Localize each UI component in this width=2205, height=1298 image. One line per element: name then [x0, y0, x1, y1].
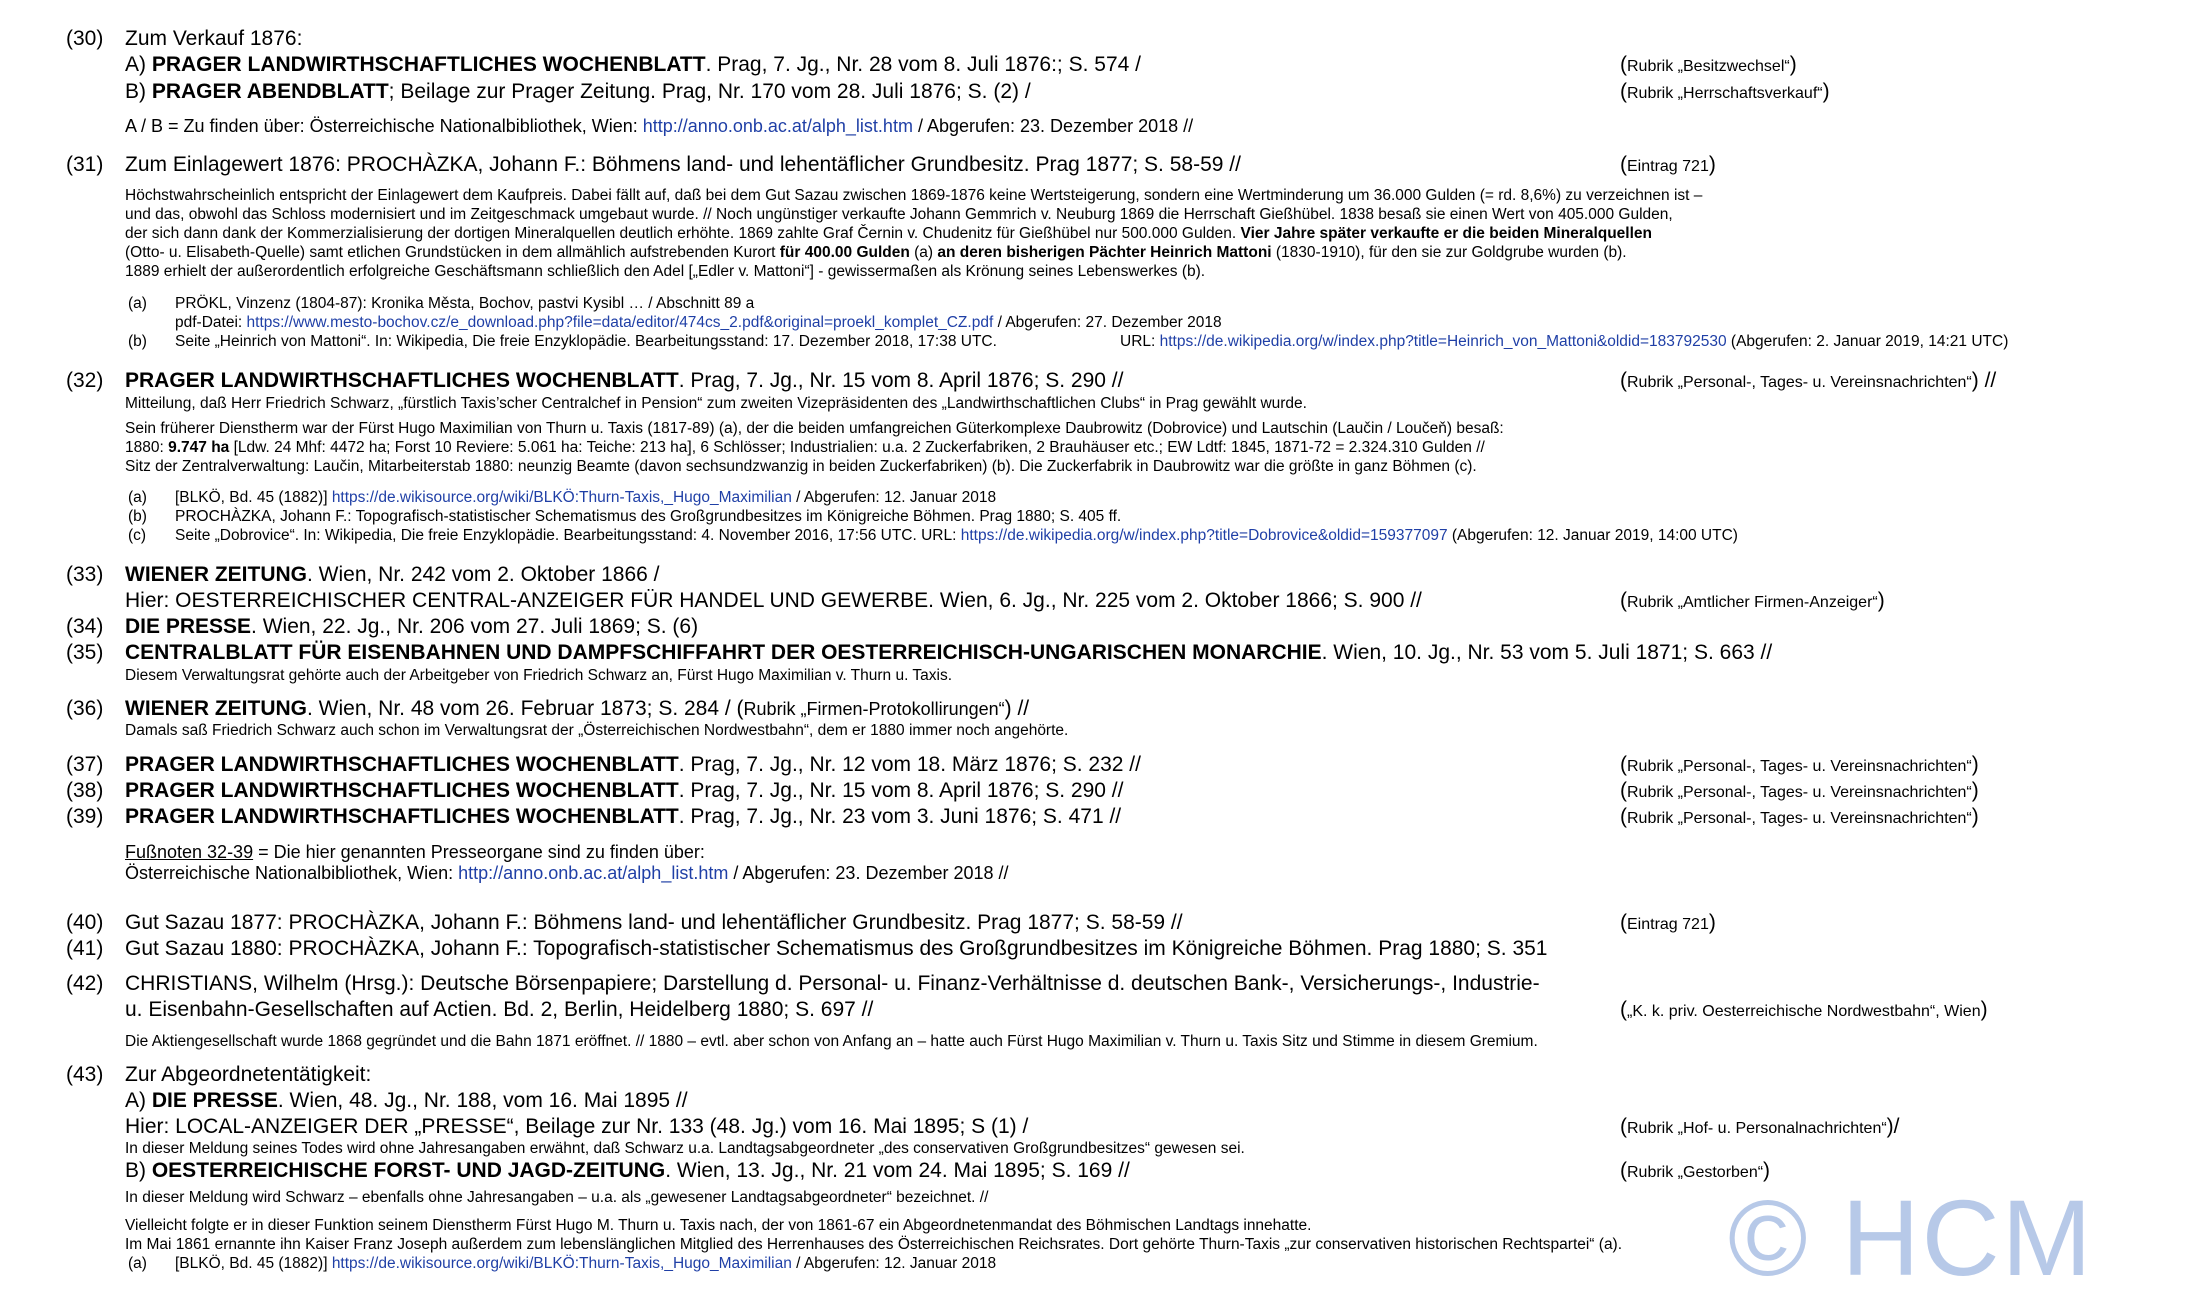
note-32-rubrik: (Rubrik „Personal-, Tages- u. Vereinsnachrichten“) // — [1620, 369, 1997, 392]
note-32-para-1: Sein früherer Dienstherm war der Fürst Hugo Maximilian von Thurn u. Taxis (1817-89) (a), der die beiden umfangreichen Güterkomplexe Daubrowitz (Dobrovice) und Lautschin (Laučin / Loučeň) besaß: — [125, 420, 1504, 437]
note-42-line-2: u. Eisenbahn-Gesellschaften auf Actien. Bd. 2, Berlin, Heidelberg 1880; S. 697 // — [125, 998, 874, 1021]
note-40-text: Gut Sazau 1877: PROCHÀZKA, Johann F.: Böhmens land- und lehentäflicher Grundbesitz. Prag 1877; S. 58-59 // — [125, 911, 1183, 934]
note-38-rubrik: (Rubrik „Personal-, Tages- u. Vereinsnachrichten“) — [1620, 779, 1979, 802]
footnotes-32-39-source: Österreichische Nationalbibliothek, Wien: http://anno.onb.ac.at/alph_list.htm / Abgerufen: 23. Dezember 2018 // — [125, 863, 1009, 883]
onb-link-32-39[interactable]: http://anno.onb.ac.at/alph_list.htm — [458, 863, 729, 883]
note-39-source: PRAGER LANDWIRTHSCHAFTLICHES WOCHENBLATT. Prag, 7. Jg., Nr. 23 vom 3. Juni 1876; S. 471 // — [125, 805, 1122, 828]
bochov-pdf-link[interactable]: https://www.mesto-bochov.cz/e_download.php?file=data/editor/474cs_2.pdf&original=proekl_komplet_CZ.pdf — [246, 314, 994, 331]
note-number-37: (37) — [66, 753, 104, 776]
note-number-43: (43) — [66, 1063, 104, 1086]
note-30-availability: A / B = Zu finden über: Österreichische Nationalbibliothek, Wien: http://anno.onb.ac.at/alph_list.htm / Abgerufen: 23. Dezember 2018 // — [125, 116, 1194, 136]
note-32-footnote-c: Seite „Dobrovice“. In: Wikipedia, Die freie Enzyklopädie. Bearbeitungsstand: 4. November 2016, 17:56 UTC. URL: https://de.wikipedia.org/w/index.php?title=Dobrovice&oldid=159377097 (Abgerufen: 12. Januar 2019, 14:00 UTC) — [175, 527, 1738, 544]
dobrovice-wiki-link[interactable]: https://de.wikipedia.org/w/index.php?title=Dobrovice&oldid=159377097 — [960, 527, 1448, 544]
footnote-tag-a: (a) — [128, 489, 147, 506]
blkoe-wikisource-link-43[interactable]: https://de.wikisource.org/wiki/BLKÖ:Thurn-Taxis,_Hugo_Maximilian — [331, 1255, 792, 1272]
note-43-hier: Hier: LOCAL-ANZEIGER DER „PRESSE“, Beilage zur Nr. 133 (48. Jg.) vom 16. Mai 1895; S (1) / — [125, 1115, 1029, 1138]
note-36-summary: Damals saß Friedrich Schwarz auch schon im Verwaltungsrat der „Österreichischen Nordwestbahn“, dem er 1880 immer noch angehörte. — [125, 722, 1069, 739]
footnote-tag-a: (a) — [128, 295, 147, 312]
note-31-footnote-a: PRÖKL, Vinzenz (1804-87): Kronika Města, Bochov, pastvi Kysibl … / Abschnitt 89 a — [175, 295, 755, 312]
note-number-32: (32) — [66, 369, 104, 392]
note-43-source-b: B) OESTERREICHISCHE FORST- UND JAGD-ZEITUNG. Wien, 13. Jg., Nr. 21 vom 24. Mai 1895; S. 169 // — [125, 1159, 1130, 1182]
footnote-tag-a: (a) — [128, 1255, 147, 1272]
note-31-para-2: und das, obwohl das Schloss modernisiert und im Zeitgeschmack umgebaut wurde. // Noch ungünstiger verkaufte Johann Gemmrich v. Neuburg 1869 die Herrschaft Gießhübel. 1838 besaß sie einen Wert von 405.000 Gulden, — [125, 206, 1673, 223]
note-number-39: (39) — [66, 805, 104, 828]
footnote-tag-b: (b) — [128, 508, 147, 525]
note-41-text: Gut Sazau 1880: PROCHÀZKA, Johann F.: Topografisch-statistischer Schematismus des Großgrundbesitzes im Königreiche Böhmen. Prag 1880; S. 351 — [125, 937, 1548, 960]
note-36-source: WIENER ZEITUNG. Wien, Nr. 48 vom 26. Februar 1873; S. 284 / (Rubrik „Firmen-Protokollirungen“) // — [125, 697, 1030, 720]
note-35-source: CENTRALBLATT FÜR EISENBAHNEN UND DAMPFSCHIFFAHRT DER OESTERREICHISCH-UNGARISCHEN MONARCHIE. Wien, 10. Jg., Nr. 53 vom 5. Juli 1871; S. 663 // — [125, 641, 1773, 664]
note-40-rubrik: (Eintrag 721) — [1620, 911, 1716, 934]
note-43-footnote-a: [BLKÖ, Bd. 45 (1882)] https://de.wikisource.org/wiki/BLKÖ:Thurn-Taxis,_Hugo_Maximilian / Abgerufen: 12. Januar 2018 — [175, 1255, 997, 1272]
note-number-31: (31) — [66, 153, 104, 176]
note-42-rubrik: („K. k. priv. Oesterreichische Nordwestbahn“, Wien) — [1620, 998, 1988, 1021]
note-43-rubrik-a: (Rubrik „Hof- u. Personalnachrichten“)/ — [1620, 1115, 1900, 1138]
hcm-copyright-watermark: © HCM — [1728, 1177, 2094, 1298]
note-42-line-1: CHRISTIANS, Wilhelm (Hrsg.): Deutsche Börsenpapiere; Darstellung d. Personal- u. Finanz-Verhältnisse d. deutschen Bank-, Versicherungs-, Industrie- — [125, 972, 1540, 995]
note-number-33: (33) — [66, 563, 104, 586]
note-34-source: DIE PRESSE. Wien, 22. Jg., Nr. 206 vom 27. Juli 1869; S. (6) — [125, 615, 699, 638]
note-number-30: (30) — [66, 27, 104, 50]
note-31-footnote-b: Seite „Heinrich von Mattoni“. In: Wikipedia, Die freie Enzyklopädie. Bearbeitungsstand: 17. Dezember 2018, 17:38 UTC. — [175, 333, 997, 350]
footnotes-32-39-label: Fußnoten 32-39 = Die hier genannten Presseorgane sind zu finden über: — [125, 842, 705, 862]
note-number-41: (41) — [66, 937, 104, 960]
note-30-source-b: B) PRAGER ABENDBLATT; Beilage zur Prager Zeitung. Prag, Nr. 170 vom 28. Juli 1876; S. (2) / — [125, 80, 1031, 103]
note-31-footnote-b-url: URL: https://de.wikipedia.org/w/index.php?title=Heinrich_von_Mattoni&oldid=183792530 (Abgerufen: 2. Januar 2019, 14:21 UTC) — [1120, 333, 2009, 350]
note-30-rubrik-b: (Rubrik „Herrschaftsverkauf“) — [1620, 80, 1830, 103]
note-number-36: (36) — [66, 697, 104, 720]
blkoe-wikisource-link-32[interactable]: https://de.wikisource.org/wiki/BLKÖ:Thurn-Taxis,_Hugo_Maximilian — [331, 489, 792, 506]
note-31-para-3: der sich dann dank der Kommerzialisierung der dortigen Mineralquellen deutlich erhöhte. 1869 zahlte Graf Černin v. Chudenitz für Gießhübel nur 500.000 Gulden. Vier Jahre später verkaufte er die beiden Mineralquellen — [125, 225, 1653, 242]
footnote-tag-c: (c) — [128, 527, 147, 544]
note-33-hier: Hier: OESTERREICHISCHER CENTRAL-ANZEIGER FÜR HANDEL UND GEWERBE. Wien, 6. Jg., Nr. 225 vom 2. Oktober 1866; S. 900 // — [125, 589, 1422, 612]
footnote-tag-b: (b) — [128, 333, 147, 350]
note-31-para-1: Höchstwahrscheinlich entspricht der Einlagewert dem Kaufpreis. Dabei fällt auf, daß bei dem Gut Sazau zwischen 1869-1876 keine Wertsteigerung, sondern eine Wertminderung um 36.000 Gulden (= rd. 8,6%) zu verzeichnen ist – — [125, 187, 1703, 204]
note-37-rubrik: (Rubrik „Personal-, Tages- u. Vereinsnachrichten“) — [1620, 753, 1979, 776]
note-43-summary-1: In dieser Meldung seines Todes wird ohne Jahresangaben erwähnt, daß Schwarz u.a. Landtagsabgeordneter „des conservativen Großgrundbesitzes“ gewesen sei. — [125, 1140, 1245, 1157]
note-43-para-1: Vielleicht folgte er in dieser Funktion seinem Dienstherm Fürst Hugo M. Thurn u. Taxis nach, der von 1861-67 ein Abgeordnetenmandat des Böhmischen Landtags innehatte. — [125, 1217, 1312, 1234]
note-38-source: PRAGER LANDWIRTHSCHAFTLICHES WOCHENBLATT. Prag, 7. Jg., Nr. 15 vom 8. April 1876; S. 290 // — [125, 779, 1124, 802]
note-number-34: (34) — [66, 615, 104, 638]
note-43-title: Zur Abgeordnetentätigkeit: — [125, 1063, 372, 1086]
note-31-rubrik: (Eintrag 721) — [1620, 153, 1716, 176]
note-43-para-2: Im Mai 1861 ernannte ihn Kaiser Franz Joseph außerdem zum lebenslänglichen Mitglied des Herrenhauses des Österreichischen Reichsrates. Dort gehörte Thurn-Taxis „zur conservativen historischen Rechtspartei“ (a). — [125, 1236, 1623, 1253]
note-37-source: PRAGER LANDWIRTHSCHAFTLICHES WOCHENBLATT. Prag, 7. Jg., Nr. 12 vom 18. März 1876; S. 232 // — [125, 753, 1141, 776]
note-43-source-a: A) DIE PRESSE. Wien, 48. Jg., Nr. 188, vom 16. Mai 1895 // — [125, 1089, 688, 1112]
onb-link-30[interactable]: http://anno.onb.ac.at/alph_list.htm — [642, 116, 913, 136]
note-30-title: Zum Verkauf 1876: — [125, 27, 303, 50]
note-number-35: (35) — [66, 641, 104, 664]
note-31-title: Zum Einlagewert 1876: PROCHÀZKA, Johann F.: Böhmens land- und lehentäflicher Grundbesitz. Prag 1877; S. 58-59 // — [125, 153, 1241, 176]
note-32-footnote-a: [BLKÖ, Bd. 45 (1882)] https://de.wikisource.org/wiki/BLKÖ:Thurn-Taxis,_Hugo_Maximilian / Abgerufen: 12. Januar 2018 — [175, 489, 997, 506]
note-number-42: (42) — [66, 972, 104, 995]
note-30-rubrik-a: (Rubrik „Besitzwechsel“) — [1620, 53, 1797, 76]
note-32-footnote-b: PROCHÀZKA, Johann F.: Topografisch-statistischer Schematismus des Großgrundbesitzes im Königreiche Böhmen. Prag 1880; S. 405 ff. — [175, 508, 1122, 525]
note-32-para-2: 1880: 9.747 ha [Ldw. 24 Mhf: 4472 ha; Forst 10 Reviere: 5.061 ha: Teiche: 213 ha], 6 Schlösser; Industrialien: u.a. 2 Zuckerfabriken, 2 Brauhäuser etc.; EW Ldtf: 1845, 1871-72 = 2.324.310 Gulden // — [125, 439, 1485, 456]
note-33-rubrik: (Rubrik „Amtlicher Firmen-Anzeiger“) — [1620, 589, 1885, 612]
note-35-summary: Diesem Verwaltungsrat gehörte auch der Arbeitgeber von Friedrich Schwarz an, Fürst Hugo Maximilian v. Thurn u. Taxis. — [125, 667, 953, 684]
note-39-rubrik: (Rubrik „Personal-, Tages- u. Vereinsnachrichten“) — [1620, 805, 1979, 828]
note-number-38: (38) — [66, 779, 104, 802]
mattoni-wiki-link[interactable]: https://de.wikipedia.org/w/index.php?title=Heinrich_von_Mattoni&oldid=183792530 — [1159, 333, 1727, 350]
note-32-source: PRAGER LANDWIRTHSCHAFTLICHES WOCHENBLATT. Prag, 7. Jg., Nr. 15 vom 8. April 1876; S. 290 // — [125, 369, 1124, 392]
note-31-para-5: 1889 erhielt der außerordentlich erfolgreiche Geschäftsmann schließlich den Adel [„Edler v. Mattoni“] - gewissermaßen als Krönung seines Lebenswerkes (b). — [125, 263, 1206, 280]
note-42-summary: Die Aktiengesellschaft wurde 1868 gegründet und die Bahn 1871 eröffnet. // 1880 – evtl. aber schon von Anfang an – hatte auch Fürst Hugo Maximilian v. Thurn u. Taxis Sitz und Stimme in diesem Gremium. — [125, 1033, 1538, 1050]
note-30-source-a: A) PRAGER LANDWIRTHSCHAFTLICHES WOCHENBLATT. Prag, 7. Jg., Nr. 28 vom 8. Juli 1876:; S. 574 / — [125, 53, 1141, 76]
note-33-source: WIENER ZEITUNG. Wien, Nr. 242 vom 2. Oktober 1866 / — [125, 563, 660, 586]
note-number-40: (40) — [66, 911, 104, 934]
note-31-para-4: (Otto- u. Elisabeth-Quelle) samt etlichen Grundstücken in dem allmählich aufstrebenden Kurort für 400.00 Gulden (a) an deren bisherigen Pächter Heinrich Mattoni (1830-1910), für den sie zur Goldgrube wurden (b). — [125, 244, 1627, 261]
note-43-summary-2: In dieser Meldung wird Schwarz – ebenfalls ohne Jahresangaben – u.a. als „gewesener Landtagsabgeordneter“ bezeichnet. // — [125, 1189, 989, 1206]
note-32-summary: Mitteilung, daß Herr Friedrich Schwarz, „fürstlich Taxis’scher Centralchef in Pension“ zum zweiten Vizepräsidenten des „Landwirthschaftlichen Clubs“ in Prag gewählt wurde. — [125, 395, 1307, 412]
note-43-rubrik-b: (Rubrik „Gestorben“) — [1620, 1159, 1771, 1182]
note-32-para-3: Sitz der Zentralverwaltung: Laučin, Mitarbeiterstab 1880: neunzig Beamte (davon sechsundzwanzig in beiden Zuckerfabriken) (b). Die Zuckerfabrik in Daubrowitz war die größte in ganz Böhmen (c). — [125, 458, 1477, 475]
note-31-footnote-a-pdf: pdf-Datei: https://www.mesto-bochov.cz/e_download.php?file=data/editor/474cs_2.pdf&original=proekl_komplet_CZ.pdf / Abgerufen: 27. Dezember 2018 — [175, 314, 1222, 331]
